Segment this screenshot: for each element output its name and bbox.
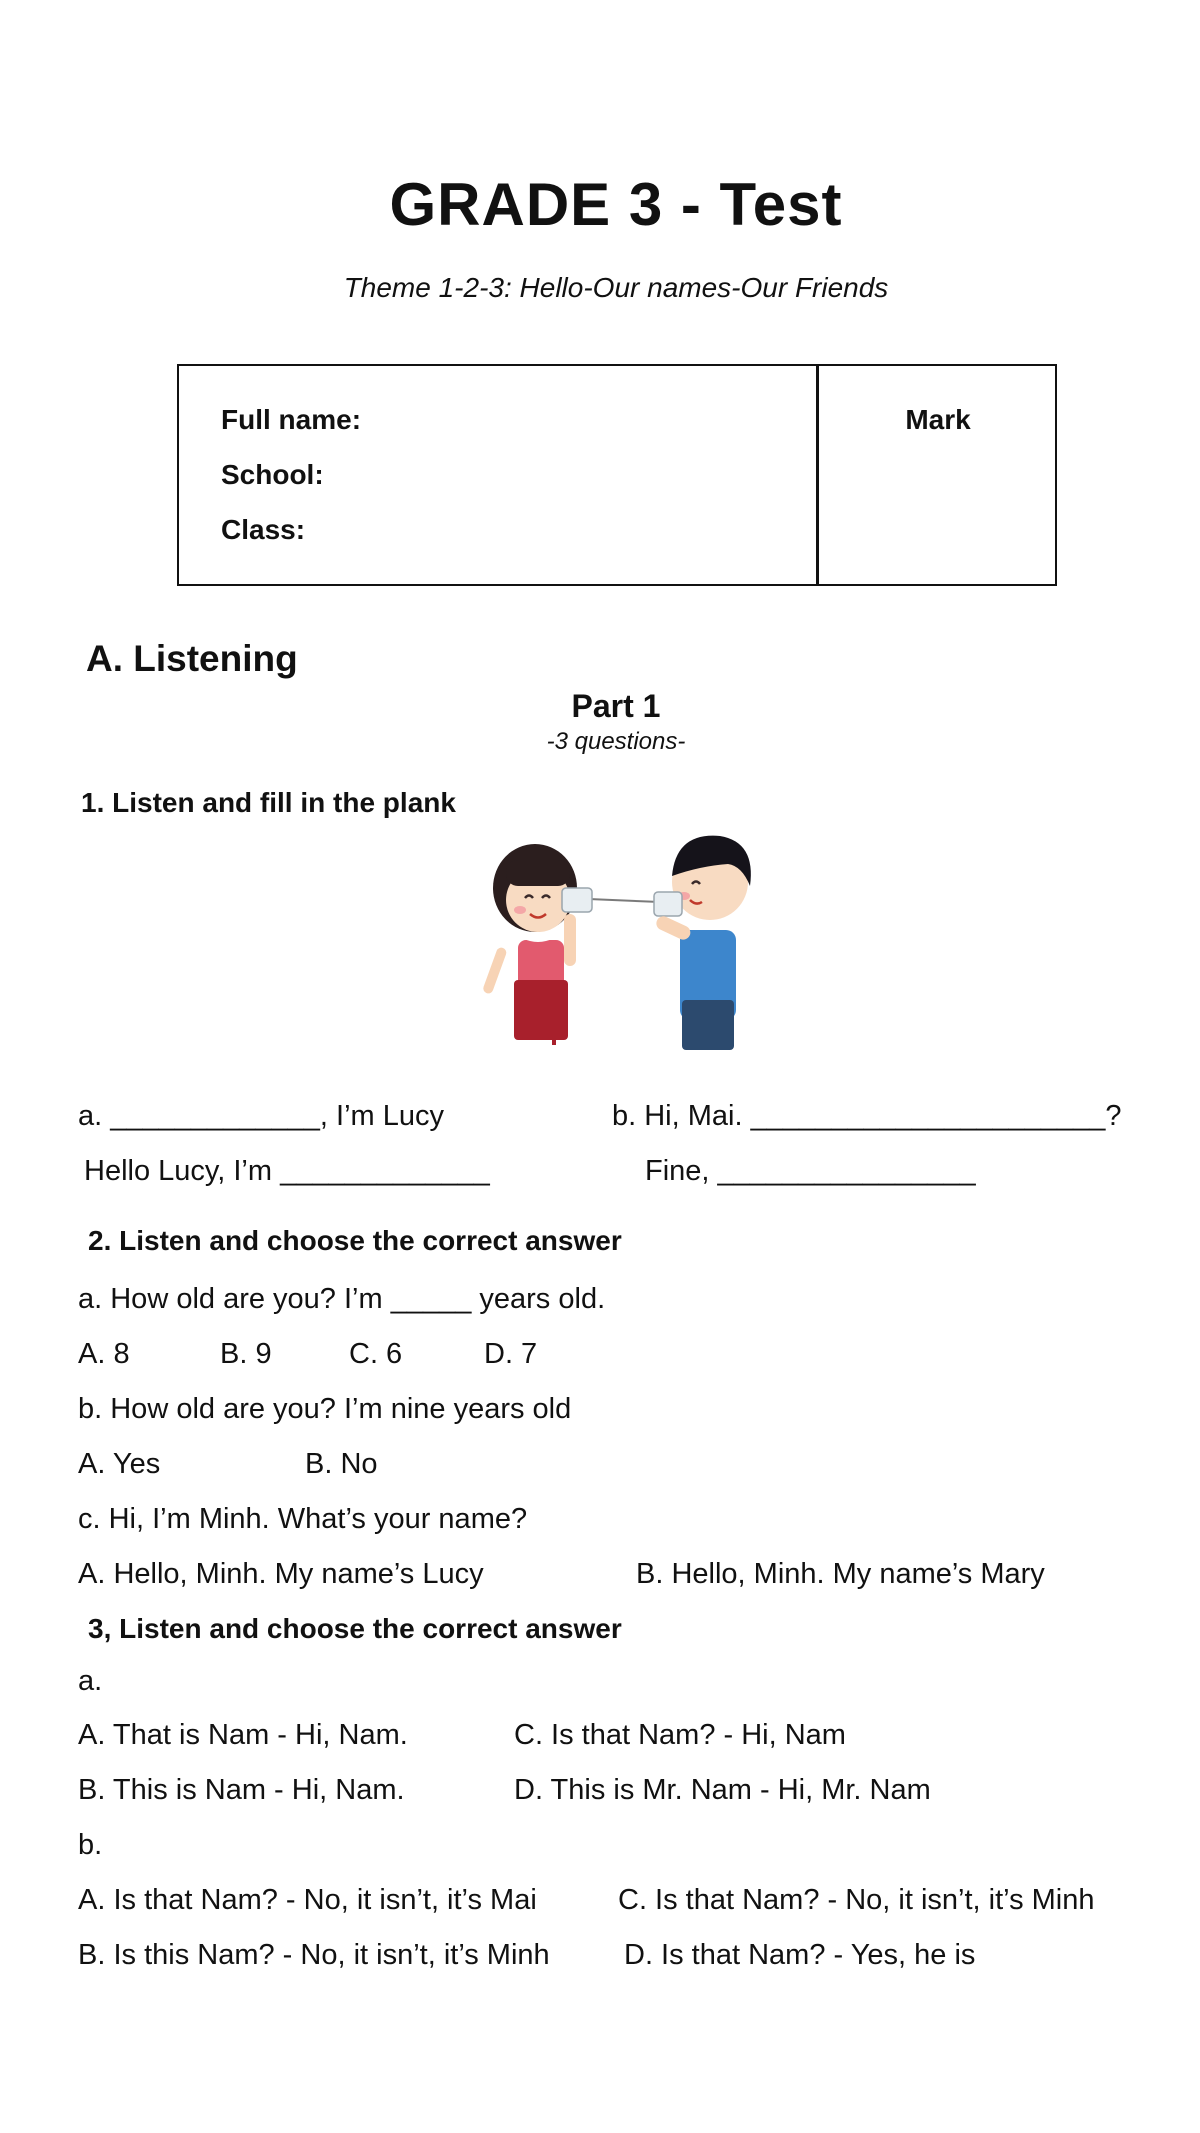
page-title: GRADE 3 - Test: [389, 171, 843, 238]
info-divider: [816, 366, 819, 584]
part-subtitle: -3 questions-: [546, 728, 686, 755]
q1-heading: 1. Listen and fill in the plank: [81, 787, 456, 818]
section-a-title: A. Listening: [86, 638, 298, 679]
part-title: Part 1: [571, 688, 661, 724]
q3-a-option-a: A. That is Nam - Hi, Nam.: [78, 1719, 408, 1751]
q1-a-line2: Hello Lucy, I’m _____________: [84, 1155, 490, 1187]
q2-heading: 2. Listen and choose the correct answer: [88, 1225, 622, 1256]
q3-b-option-c: C. Is that Nam? - No, it isn’t, it’s Minh: [618, 1884, 1095, 1916]
q3-a-label: a.: [78, 1665, 103, 1697]
school-label: School:: [221, 459, 324, 490]
q2-b-option-a: A. Yes: [78, 1448, 161, 1480]
q3-a-option-d: D. This is Mr. Nam - Hi, Mr. Nam: [514, 1774, 931, 1806]
q2-a-question: a. How old are you? I’m _____ years old.: [78, 1283, 606, 1315]
q2-c-option-b: B. Hello, Minh. My name’s Mary: [636, 1558, 1045, 1590]
q2-c-option-a: A. Hello, Minh. My name’s Lucy: [78, 1558, 484, 1590]
student-info-box: [177, 364, 1057, 586]
q3-heading: 3, Listen and choose the correct answer: [88, 1613, 622, 1644]
girl-figure: [482, 844, 592, 1045]
q2-a-option-a: A. 8: [78, 1338, 130, 1370]
q3-a-option-b: B. This is Nam - Hi, Nam.: [78, 1774, 405, 1806]
class-label: Class:: [221, 514, 306, 545]
q2-b-question: b. How old are you? I’m nine years old: [78, 1393, 572, 1425]
mark-label: Mark: [905, 404, 971, 435]
children-phone-illustration: [470, 830, 770, 1050]
q2-b-option-b: B. No: [305, 1448, 378, 1480]
q3-a-option-c: C. Is that Nam? - Hi, Nam: [514, 1719, 846, 1751]
q3-b-option-a: A. Is that Nam? - No, it isn’t, it’s Mai: [78, 1884, 537, 1916]
q2-a-option-c: C. 6: [349, 1338, 403, 1370]
q2-a-option-d: D. 7: [484, 1338, 538, 1370]
boy-figure: [654, 836, 751, 1050]
q3-b-option-d: D. Is that Nam? - Yes, he is: [624, 1939, 976, 1971]
page-subtitle: Theme 1-2-3: Hello-Our names-Our Friends: [343, 272, 889, 303]
q1-a-line1: a. _____________, I’m Lucy: [78, 1100, 444, 1132]
q2-c-question: c. Hi, I’m Minh. What’s your name?: [78, 1503, 528, 1535]
q3-b-label: b.: [78, 1829, 103, 1861]
q3-b-option-b: B. Is this Nam? - No, it isn’t, it’s Minh: [78, 1939, 550, 1971]
q1-b-line2: Fine, ________________: [645, 1155, 976, 1187]
q1-b-line1: b. Hi, Mai. ______________________?: [612, 1100, 1122, 1132]
q2-a-option-b: B. 9: [220, 1338, 272, 1370]
full-name-label: Full name:: [221, 404, 362, 435]
